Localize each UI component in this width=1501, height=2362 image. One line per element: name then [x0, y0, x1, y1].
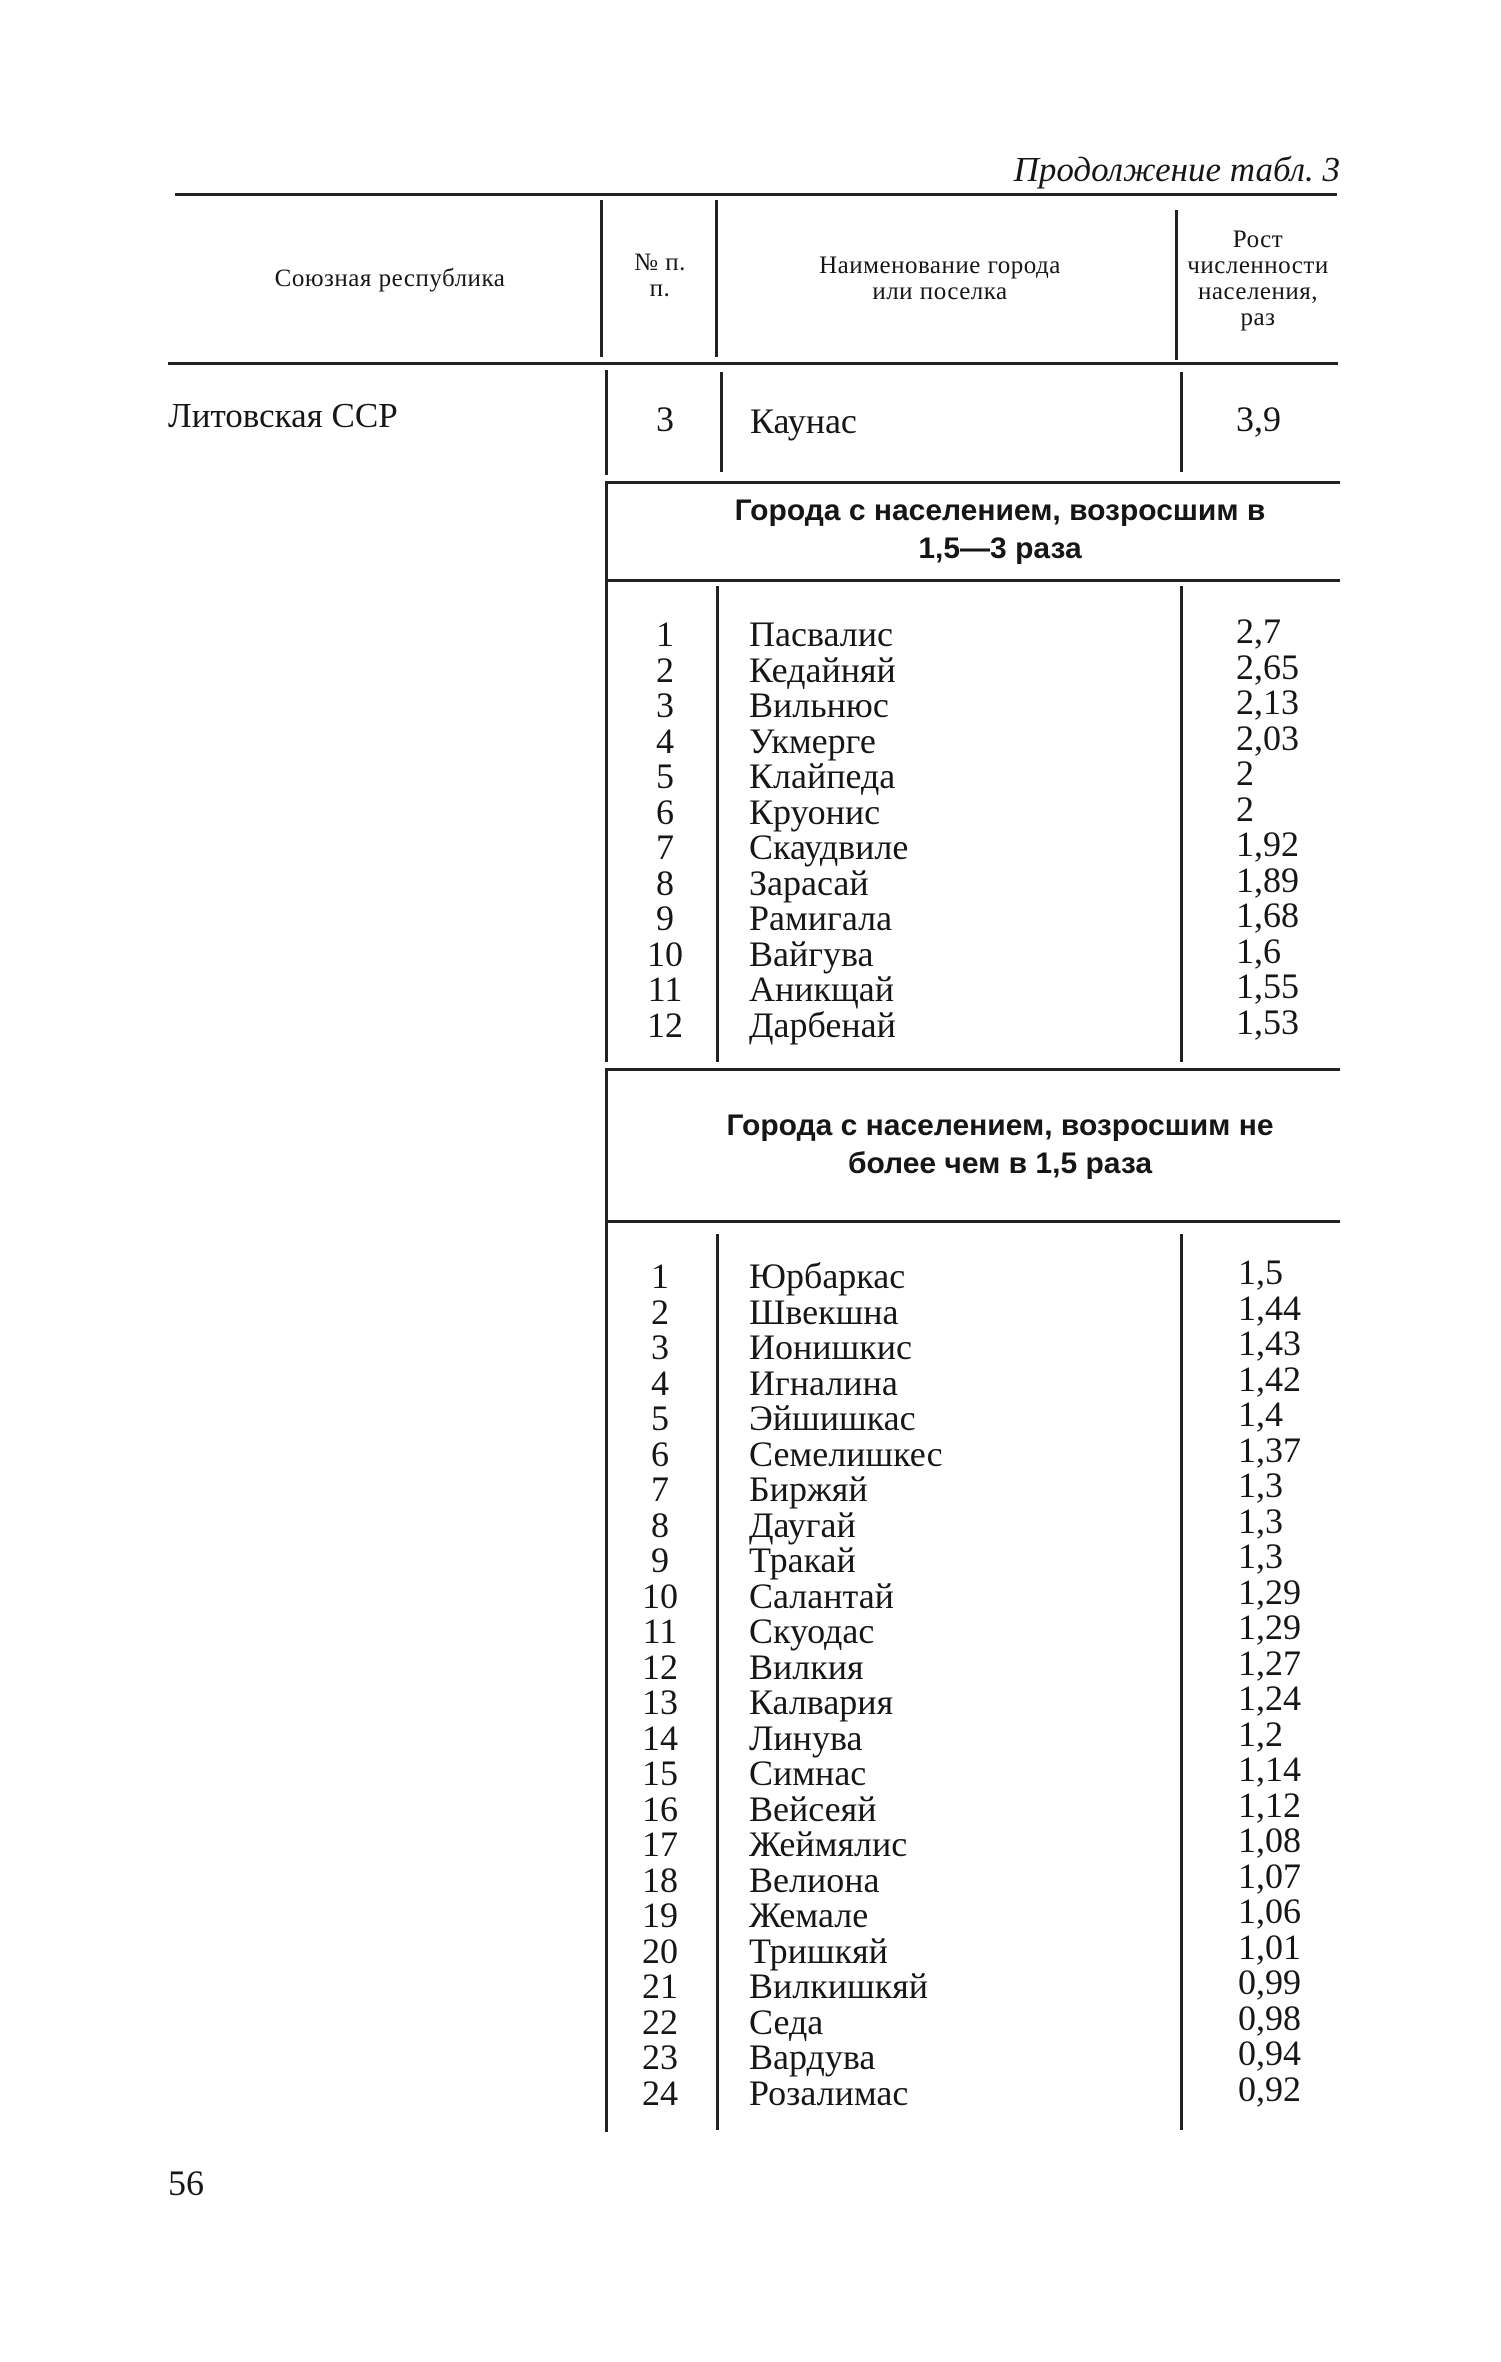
row3-city-name: Каунас: [750, 401, 857, 441]
group2-value-11: 1,29: [1238, 1607, 1301, 1647]
group1-divider-right: [1180, 586, 1183, 1062]
group1-name-1: Пасвалис: [749, 614, 893, 654]
group2-num-16: 16: [642, 1788, 678, 1829]
header-divider-2: [715, 200, 718, 357]
group2-bottom-rule: [605, 1220, 1340, 1223]
group1-value-10: 1,6: [1236, 930, 1281, 971]
group2-num-9: 9: [651, 1540, 669, 1580]
group2-num-7: 7: [651, 1469, 669, 1509]
group2-value-1: 1,5: [1238, 1252, 1283, 1292]
group2-value-19: 1,06: [1238, 1891, 1301, 1931]
group2-num-10: 10: [642, 1575, 678, 1616]
group2-name-22: Седа: [749, 2001, 824, 2042]
group2-value-24: 0,92: [1238, 2068, 1301, 2109]
group2-value-15: 1,14: [1238, 1749, 1301, 1789]
group1-num-5: 5: [656, 756, 674, 796]
group2-value-10: 1,29: [1238, 1571, 1301, 1612]
group1-value-7: 1,92: [1236, 824, 1299, 864]
group2-num-1: 1: [651, 1256, 669, 1296]
group2-name-10: Салантай: [749, 1575, 894, 1616]
group2-divider-mid: [716, 1234, 719, 2130]
group2-value-column: [1238, 1252, 1301, 2109]
group2-num-17: 17: [642, 1824, 678, 1864]
group1-num-6: 6: [656, 791, 674, 832]
header-republic: Союзная республика: [274, 265, 506, 292]
group1-value-1: 2,7: [1236, 611, 1281, 651]
group1-name-2: Кедайняй: [749, 649, 896, 690]
group1-subheader-left: [605, 482, 608, 582]
group2-value-12: 1,27: [1238, 1642, 1301, 1683]
group1-divider-left: [605, 582, 608, 1062]
group1-name-10: Вайгува: [749, 933, 874, 974]
group1-name-column: [749, 614, 909, 1045]
group1-name-5: Клайпеда: [749, 756, 896, 796]
group2-value-5: 1,4: [1238, 1394, 1283, 1434]
group2-value-22: 0,98: [1238, 1997, 1301, 2038]
group2-num-8: 8: [651, 1504, 669, 1545]
group1-title: Города с населением, возросшим в 1,5—3 раза: [734, 494, 1266, 565]
group2-num-19: 19: [642, 1895, 678, 1935]
group2-value-14: 1,2: [1238, 1713, 1283, 1754]
group1-value-5: 2: [1236, 753, 1254, 793]
group2-name-20: Тришкяй: [749, 1930, 888, 1971]
group1-value-8: 1,89: [1236, 859, 1299, 900]
table-continuation-caption: Продолжение табл. 3: [1013, 150, 1340, 189]
group2-num-3: 3: [651, 1327, 669, 1367]
group1-num-2: 2: [656, 649, 674, 690]
group1-name-4: Укмерге: [749, 720, 876, 761]
group2-number-column: [605, 1256, 715, 2113]
header-bottom-rule: [168, 362, 1338, 365]
group2-name-15: Симнас: [749, 1753, 867, 1793]
group1-name-3: Вильнюс: [749, 685, 889, 725]
row3-divider-left: [605, 370, 608, 475]
group1-name-12: Дарбенай: [749, 1004, 896, 1045]
group1-value-9: 1,68: [1236, 895, 1299, 935]
group2-value-8: 1,3: [1238, 1500, 1283, 1541]
group2-name-9: Тракай: [749, 1540, 856, 1580]
group2-value-6: 1,37: [1238, 1429, 1301, 1470]
group2-name-6: Семелишкес: [749, 1433, 943, 1474]
group1-value-2: 2,65: [1236, 646, 1299, 687]
group2-top-rule: [605, 1068, 1340, 1071]
header-name: Наименование города или поселка: [819, 252, 1061, 305]
group1-num-12: 12: [647, 1004, 683, 1045]
group2-value-23: 0,94: [1238, 2033, 1301, 2073]
group2-name-1: Юрбаркас: [749, 1256, 906, 1296]
group1-name-11: Аникщай: [749, 969, 894, 1009]
group2-num-4: 4: [651, 1362, 669, 1403]
header-growth: Рост численности населения, раз: [1187, 226, 1329, 331]
group2-subheader-left: [605, 1070, 608, 1222]
group2-num-5: 5: [651, 1398, 669, 1438]
group1-num-8: 8: [656, 862, 674, 903]
group2-name-12: Вилкия: [749, 1646, 864, 1687]
group2-num-13: 13: [642, 1682, 678, 1722]
group2-name-4: Игналина: [749, 1362, 898, 1403]
group2-value-4: 1,42: [1238, 1358, 1301, 1399]
group1-name-9: Рамигала: [749, 898, 893, 938]
group2-name-column: [749, 1256, 943, 2113]
group1-name-8: Зарасай: [749, 862, 869, 903]
group1-top-rule: [605, 481, 1340, 484]
group2-name-5: Эйшишкас: [749, 1398, 916, 1438]
group2-value-13: 1,24: [1238, 1678, 1301, 1718]
group1-num-1: 1: [656, 614, 674, 654]
group1-num-10: 10: [647, 933, 683, 974]
group1-bottom-rule: [605, 579, 1340, 582]
group2-value-20: 1,01: [1238, 1926, 1301, 1967]
row3-number: 3: [656, 399, 674, 439]
group2-num-23: 23: [642, 2037, 678, 2077]
row3-divider-right: [1180, 372, 1183, 472]
group1-value-12: 1,53: [1236, 1001, 1299, 1042]
group2-num-15: 15: [642, 1753, 678, 1793]
row3-divider-mid: [720, 372, 723, 472]
group2-name-16: Вейсеяй: [749, 1788, 877, 1829]
group2-value-18: 1,07: [1238, 1855, 1301, 1896]
republic-label: Литовская ССР: [168, 396, 398, 435]
group2-divider-right: [1180, 1234, 1183, 2130]
header-divider-1: [600, 200, 603, 357]
group2-name-24: Розалимас: [749, 2072, 909, 2113]
group1-value-3: 2,13: [1236, 682, 1299, 722]
group1-num-9: 9: [656, 898, 674, 938]
group2-value-2: 1,44: [1238, 1287, 1301, 1328]
group2-num-21: 21: [642, 1966, 678, 2006]
group2-value-7: 1,3: [1238, 1465, 1283, 1505]
group1-name-7: Скаудвиле: [749, 827, 909, 867]
group2-title: Города с населением, возросшим не более чем в 1,5 раза: [726, 1109, 1274, 1180]
group2-num-2: 2: [651, 1291, 669, 1332]
group2-num-14: 14: [642, 1717, 678, 1758]
group2-num-22: 22: [642, 2001, 678, 2042]
group2-name-8: Даугай: [749, 1504, 856, 1545]
group2-value-17: 1,08: [1238, 1820, 1301, 1860]
group1-value-column: [1236, 611, 1299, 1042]
header-top-rule: [175, 193, 1337, 196]
group1-name-6: Круонис: [749, 791, 881, 832]
group2-value-16: 1,12: [1238, 1784, 1301, 1825]
group1-num-11: 11: [647, 969, 683, 1009]
group2-name-19: Жемале: [749, 1895, 869, 1935]
group2-name-14: Линува: [749, 1717, 863, 1758]
page-number: 56: [168, 2163, 204, 2203]
group2-name-18: Велиона: [749, 1859, 880, 1900]
group2-name-17: Жеймялис: [749, 1824, 908, 1864]
group2-name-23: Вардува: [749, 2037, 876, 2077]
header-number: № п. п.: [634, 249, 686, 302]
group1-value-6: 2: [1236, 788, 1254, 829]
group2-value-9: 1,3: [1238, 1536, 1283, 1576]
group2-num-18: 18: [642, 1859, 678, 1900]
group1-num-4: 4: [656, 720, 674, 761]
group2-num-11: 11: [642, 1611, 678, 1651]
group2-name-11: Скуодас: [749, 1611, 875, 1651]
group2-name-7: Биржяй: [749, 1469, 868, 1509]
group2-name-13: Калвария: [749, 1682, 894, 1722]
row3-growth-value: 3,9: [1236, 399, 1281, 439]
group2-num-24: 24: [642, 2072, 678, 2113]
group1-num-3: 3: [656, 685, 674, 725]
group2-name-3: Ионишкис: [749, 1327, 912, 1367]
group2-num-12: 12: [642, 1646, 678, 1687]
group2-value-3: 1,43: [1238, 1323, 1301, 1363]
group1-value-4: 2,03: [1236, 717, 1299, 758]
group1-number-column: [610, 614, 720, 1045]
group2-value-21: 0,99: [1238, 1962, 1301, 2002]
group2-name-21: Вилкишкяй: [749, 1966, 929, 2006]
group2-name-2: Швекшна: [749, 1291, 899, 1332]
group2-num-6: 6: [651, 1433, 669, 1474]
group1-num-7: 7: [656, 827, 674, 867]
group2-num-20: 20: [642, 1930, 678, 1971]
group1-value-11: 1,55: [1236, 966, 1299, 1006]
